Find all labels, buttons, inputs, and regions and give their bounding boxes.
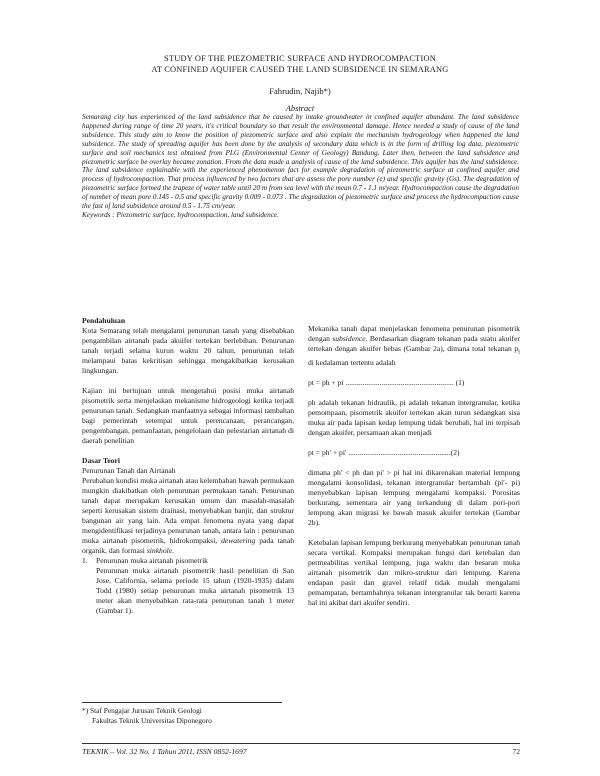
section-heading-pendahuluan: Pendahuluan	[82, 316, 126, 325]
subsection-heading: Penurunan Tanah dan Airtanah	[82, 466, 176, 475]
footnote-rule	[82, 702, 282, 703]
journal-citation: TEKNIK – Vol. 32 No. 1 Tahun 2011, ISSN 0852-1697	[82, 747, 247, 756]
pendahuluan-paragraph-1: Kota Semarang telah mengalami penurunan tanah yang disebabkan pengambilan airtanah pada akuifer tertekan berlebihan. Penurunan tanah terjadi selama kurun waktu 20 tahun, penurunan telah melampaui batas kekritisan sehingga mengakibatkan kerusakan lingkungan.	[82, 326, 294, 375]
section-heading-dasar-teori: Dasar Teori	[82, 456, 121, 465]
pendahuluan-paragraph-2: Kajian ini bertujuan untuk mengetahui posisi muka airtanah pisometrik serta menjelaskan mekanisme hidrogeologi ketika terjadi penurunan tanah. Sedangkan manfaatnya sebagai informasi tambahan bagi pemerintah setempat untuk perencanaan, perancangan, pengembangan, pemanfaatan, pengelolaan dan pelestarian airtanah di daerah penelitian	[82, 386, 294, 445]
abstract	[82, 113, 519, 220]
r1-text-b: . Berdasarkan diagram tekanan pada suatu akuifer tertekan dengan akuifer bebas (Gambar 2a), dimana total tekanan p	[308, 334, 520, 353]
right-paragraph-1	[308, 324, 520, 368]
keywords: Keywords : Piezometric surface, hydrocompaction, land subsidence.	[82, 210, 279, 219]
r1-text-c: di kedalaman tertentu adalah	[308, 357, 396, 367]
authors: Fahrudin, Najib*)	[269, 86, 331, 96]
list-title: Penurunan muka airtanah pisometrik	[96, 556, 208, 565]
right-paragraph-4: Ketebalan lapisan lempung berkurang menyebabkan penurunan tanah secara vertikal. Kompaksi merupakan fungsi dari ketebalan dan permeabilitas vertikal lempung, juga waktu dan besaran muka airtanah pisometrik dan mikro-struktur dari lempung. Karena endapan pasir dan gravel relatif tidak mudah mengalami pemampatan, bertambahnya tekanan intergranular tak berarti karena hal ini akibat dari akuifer sendiri.	[308, 537, 520, 607]
dasar-text-a: Perubahan kondisi muka airtanah atau kelembaban bawah permukaan mungkin diakibatkan oleh penurunan permukaan tanah. Penurunan tanah dapat merupakan kerusakan umum dan masalah-masalah seperti kerusakan sistem drainasi, menyebabkan banjir, dan struktur bangunan air yang lain. Ada empat fenomena nyata yang dapat mengidentifikasi terjadinya penurunan tanah, antara lain : penurunan muka airtanah pisometrik, hidrokompaksi,	[82, 476, 294, 545]
right-paragraph-2: ph adalah tekanan hidraulik, pi adalah tekanan intergranular, ketika pemompaan, pisometrik akuifer tertekan akan turun sedangkan sisa muka air pada lapisan kedap lempung tidak berubah, hal ini terpisah dengan akuifer, persamaan akan menjadi	[308, 397, 520, 437]
footer-rule	[82, 743, 520, 744]
footnote-line-2: Fakultas Teknik Universitas Diponegoro	[92, 715, 212, 725]
left-column	[82, 316, 294, 616]
r1-italic: subsidence	[332, 334, 366, 343]
list-number: 1.	[82, 556, 88, 565]
dasar-italic-term-2: sinkhole	[146, 546, 173, 555]
list-body	[96, 556, 294, 616]
equation-2: pt = ph' + pi' ......................................................(2)	[308, 447, 460, 457]
r1-text-a: Mekanika tanah dapat menjelaskan fenomena penurunan pisometrik dengan	[308, 324, 520, 343]
abstract-heading: Abstract	[285, 104, 315, 113]
dasar-text-end: .	[172, 546, 175, 555]
footnote	[82, 706, 342, 725]
dasar-italic-term: dewatering	[221, 536, 256, 545]
dasar-teori-paragraph	[82, 476, 294, 556]
dasar-text-b: pada tanah organik, dan formasi	[82, 536, 294, 555]
title-line-1: STUDY OF THE PIEZOMETRIC SURFACE AND HYDROCOMPACTION	[164, 54, 436, 63]
right-column	[308, 324, 520, 608]
right-paragraph-3: dimana ph' < ph dan pi' > pi hal ini dikarenakan material lempung mengalami konsolidasi, tekanan intergranular bertambah (pi'- pi) menyebabkan lapisan lempung mengalami kompaksi. Porositas berkurang, sementara air yang terkandung di dalam pori-pori lempung akan migrasi ke bawah masuk akuifer tertekan (Gambar 2b).	[308, 467, 520, 527]
page-footer	[82, 747, 520, 756]
list-text: Penurunan muka airtanah pisometrik hasil penelitian di San Jose, California, selama periode 15 tahun (1920-1935) dalam Todd (1980) setiap penurunan muka airtanah pisometrik 13 meter akan menyebabkan rata-rata penurunan tanah 1 meter (Gambar 1).	[96, 566, 294, 615]
equation-1: pt = ph + pi ......................................................... (1)	[308, 377, 465, 387]
r1-sub: t	[518, 348, 520, 356]
title-line-2: AT CONFINED AQUIFER CAUSED THE LAND SUBSIDENCE IN SEMARANG	[151, 65, 449, 74]
footnote-line-1: *) Staf Pengajar Jurusan Teknik Geologi	[82, 706, 202, 715]
page-number: 72	[512, 747, 520, 756]
paper-title	[90, 53, 510, 75]
list-item	[82, 556, 294, 616]
abstract-body: Semarang city has experienced of the land subsidence that be caused by intake groundwater in confined aquifer abundant. The land subsidence happened during range of time 20 years, it's critical boundary so that result the environmental damage. Hence needed a study of cause of the land subsidence. This study aim to know the position of piezometric surface and also explain the mechanism hydrogeology when happened the land subsidence. The study of spreading aquifer has been done by the analysis of secondary data which is in the form of drilling log data, piezometric surface and soil mechanics test obtained from PLG (Environmental Center of Geology) Bandung. Later then, between the land subsidence and piezometric surface be overlay became zonation. From the data made a analysis of cause of the land subsidence. This aquifer has the land subsidence. The land subsidence explainable with the experienced phenomenon fact for example degradation of piezometric surface at confined aquifer and process of hydrocompaction. That process influenced by two factors that are assess the pore number (e) and specific gravity (Gs). The degradation of piezometric surface formed the trapeze of water table until 20 m from sea level with the mean 0.7 - 1.1 m/year. Hydrocompaction cause the degradation of number of mean pore 0.145 - 0.5 and specific gravity 0.009 - 0.073 . The degradation of piezometric surface and process the hydrocompaction cause the fast of land subsidence around 0.5 - 1.75 cm/year.	[82, 113, 519, 211]
